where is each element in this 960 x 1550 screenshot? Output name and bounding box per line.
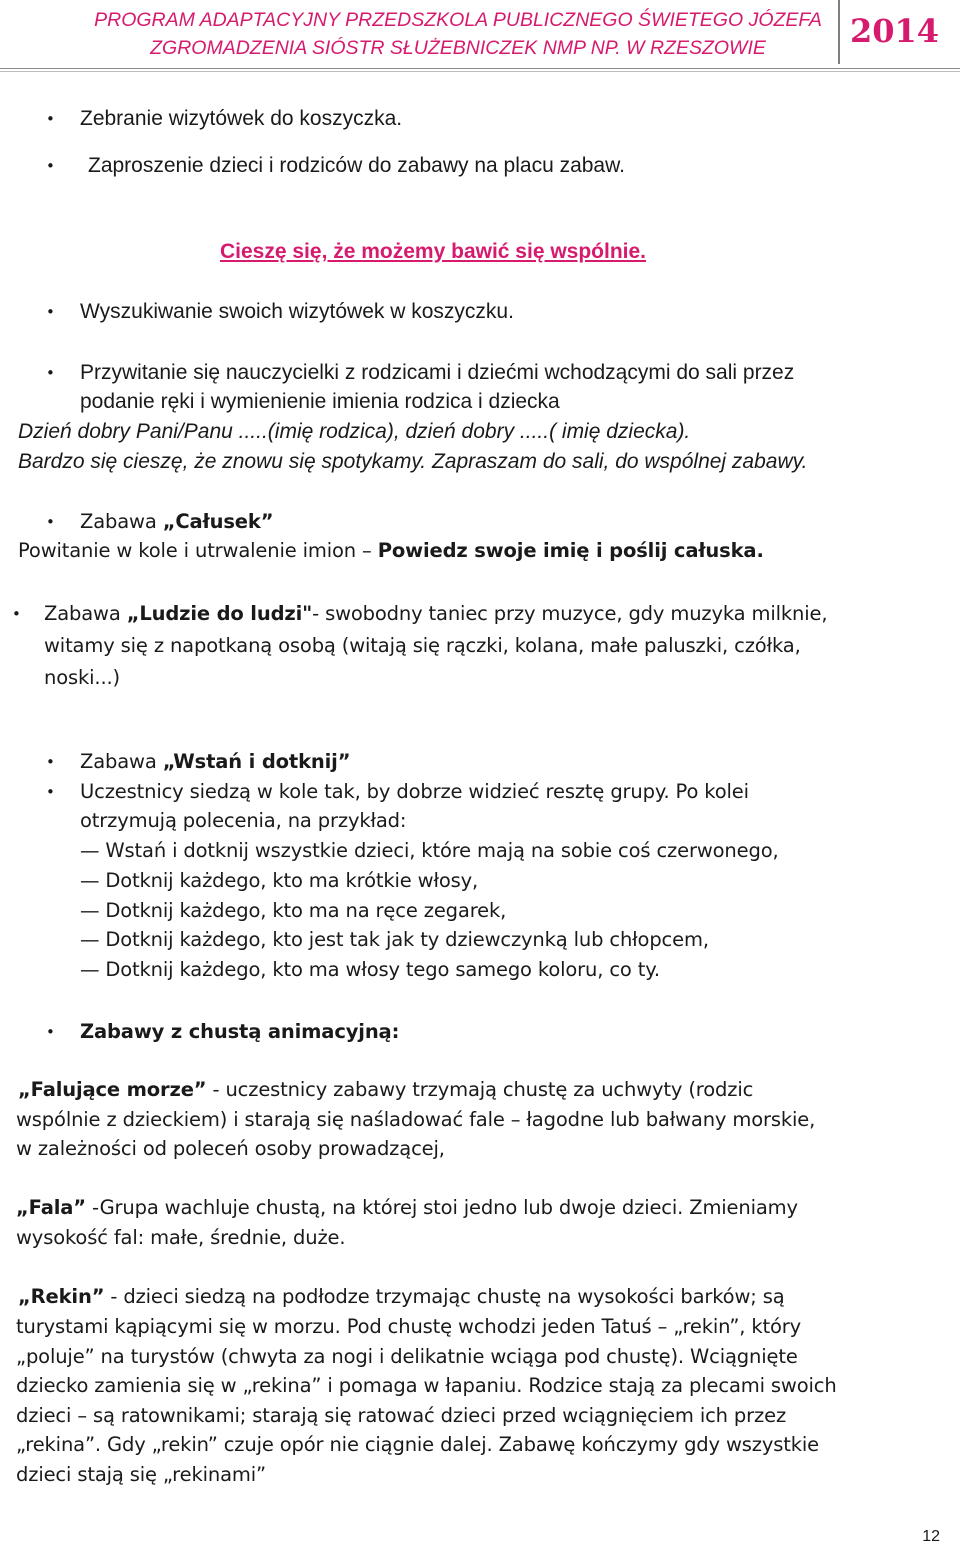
paragraph-line — [16, 1195, 798, 1221]
emphasis-text: Powiedz swoje imię i poślij całuska. — [377, 539, 764, 562]
header-title — [78, 6, 838, 62]
text-run: Powitanie w kole i utrwalenie imion – — [18, 539, 378, 562]
header-rule-secondary — [0, 71, 960, 72]
bullet-icon: • — [12, 605, 21, 623]
paragraph-line: w zależności od poleceń osoby prowadzącej, — [16, 1137, 445, 1160]
list-item: Zaproszenie dzieci i rodziców do zabawy na placu zabaw. — [88, 154, 625, 177]
list-item-continuation: podanie ręki i wymienienie imienia rodzica i dziecka — [80, 390, 560, 413]
paragraph-line: „rekina”. Gdy „rekin” czuje opór nie ciągnie dalej. Zabawę kończymy gdy wszystkie — [16, 1433, 820, 1456]
text-run: Zabawa — [44, 602, 127, 625]
greeting-text: Bardzo się cieszę, że znowu się spotykamy. Zapraszam do sali, do wspólnej zabawy. — [18, 450, 808, 473]
list-item-heading: Zabawy z chustą animacyjną: — [80, 1020, 400, 1043]
paragraph-line: dzieci stają się „rekinami” — [16, 1463, 266, 1486]
greeting-text: Dzień dobry Pani/Panu .....(imię rodzica), dzień dobry .....( imię dziecka). — [18, 420, 691, 443]
header-divider — [838, 0, 840, 64]
text-run: -Grupa wachluje chustą, na której stoi jedno lub dwoje dzieci. Zmieniamy — [85, 1196, 798, 1219]
game-title: „Falujące morze” — [18, 1078, 207, 1101]
text-run: - dzieci siedzą na podłodze trzymając chustę na wysokości barków; są — [104, 1285, 785, 1308]
header-title-line-1: PROGRAM ADAPTACYJNY PRZEDSZKOLA PUBLICZNEGO ŚWIETEGO JÓZEFA — [94, 9, 822, 31]
paragraph-line — [18, 538, 764, 564]
header-title-line-2: ZGROMADZENIA SIÓSTR SŁUŻEBNICZEK NMP NP. W RZESZOWIE — [150, 37, 766, 59]
paragraph-line: witamy się z napotkaną osobą (witają się rączki, kolana, małe paluszki, czółka, — [44, 634, 801, 657]
list-item — [44, 601, 827, 627]
bullet-icon: • — [46, 110, 55, 128]
game-title: „Rekin” — [18, 1285, 105, 1308]
bullet-icon: • — [46, 157, 55, 175]
bullet-icon: • — [46, 364, 55, 382]
list-item — [80, 509, 273, 535]
game-title: „Fala” — [16, 1196, 86, 1219]
instruction-line: — Dotknij każdego, kto jest tak jak ty dziewczynką lub chłopcem, — [80, 928, 709, 951]
instruction-line: — Dotknij każdego, kto ma na ręce zegarek, — [80, 899, 507, 922]
section-heading: Cieszę się, że możemy bawić się wspólnie. — [220, 240, 647, 263]
list-item: Wyszukiwanie swoich wizytówek w koszyczku. — [80, 300, 514, 323]
instruction-line: — Dotknij każdego, kto ma włosy tego samego koloru, co ty. — [80, 958, 660, 981]
game-title: „Wstań i dotknij” — [162, 750, 351, 773]
bullet-icon: • — [46, 303, 55, 321]
instruction-line: — Dotknij każdego, kto ma krótkie włosy, — [80, 869, 479, 892]
paragraph-line: wspólnie z dzieckiem) i starają się naśladować fale – łagodne lub bałwany morskie, — [16, 1108, 816, 1131]
text-run: Zabawa — [80, 510, 163, 533]
paragraph-line: noski...) — [44, 666, 121, 689]
bullet-icon: • — [46, 513, 55, 531]
paragraph-line: dziecko zamienia się w „rekina” i pomaga w łapaniu. Rodzice stają za plecami swoich — [16, 1374, 837, 1397]
list-item: Zebranie wizytówek do koszyczka. — [80, 107, 403, 130]
paragraph-line — [18, 1284, 785, 1310]
list-item — [80, 749, 350, 775]
game-title: „Całusek” — [162, 510, 274, 533]
page-header — [0, 0, 960, 70]
paragraph-line — [18, 1077, 753, 1103]
paragraph-line: otrzymują polecenia, na przykład: — [80, 809, 407, 832]
text-run: - uczestnicy zabawy trzymają chustę za uchwyty (rodzic — [206, 1078, 754, 1101]
paragraph-line: wysokość fal: małe, średnie, duże. — [16, 1226, 346, 1249]
header-rule — [0, 68, 960, 69]
page-number: 12 — [922, 1528, 940, 1545]
bullet-icon: • — [46, 1023, 55, 1041]
game-title: „Ludzie do ludzi" — [126, 602, 313, 625]
paragraph-line: „poluje” na turystów (chwyta za nogi i delikatnie wciąga pod chustę). Wciągnięte — [16, 1345, 798, 1368]
list-item: Uczestnicy siedzą w kole tak, by dobrze widzieć resztę grupy. Po kolei — [80, 780, 749, 803]
header-year: 2014 — [850, 12, 940, 50]
text-run: - swobodny taniec przy muzyce, gdy muzyka milknie, — [312, 602, 828, 625]
bullet-icon: • — [46, 753, 55, 771]
paragraph-line: turystami kąpiącymi się w morzu. Pod chustę wchodzi jeden Tatuś – „rekin”, który — [16, 1315, 802, 1338]
text-run: Zabawa — [80, 750, 163, 773]
list-item: Przywitanie się nauczycielki z rodzicami i dziećmi wchodzącymi do sali przez — [80, 361, 795, 384]
bullet-icon: • — [46, 783, 55, 801]
paragraph-line: dzieci – są ratownikami; starają się ratować dzieci przed wciągnięciem ich przez — [16, 1404, 787, 1427]
instruction-line: — Wstań i dotknij wszystkie dzieci, które mają na sobie coś czerwonego, — [80, 839, 779, 862]
